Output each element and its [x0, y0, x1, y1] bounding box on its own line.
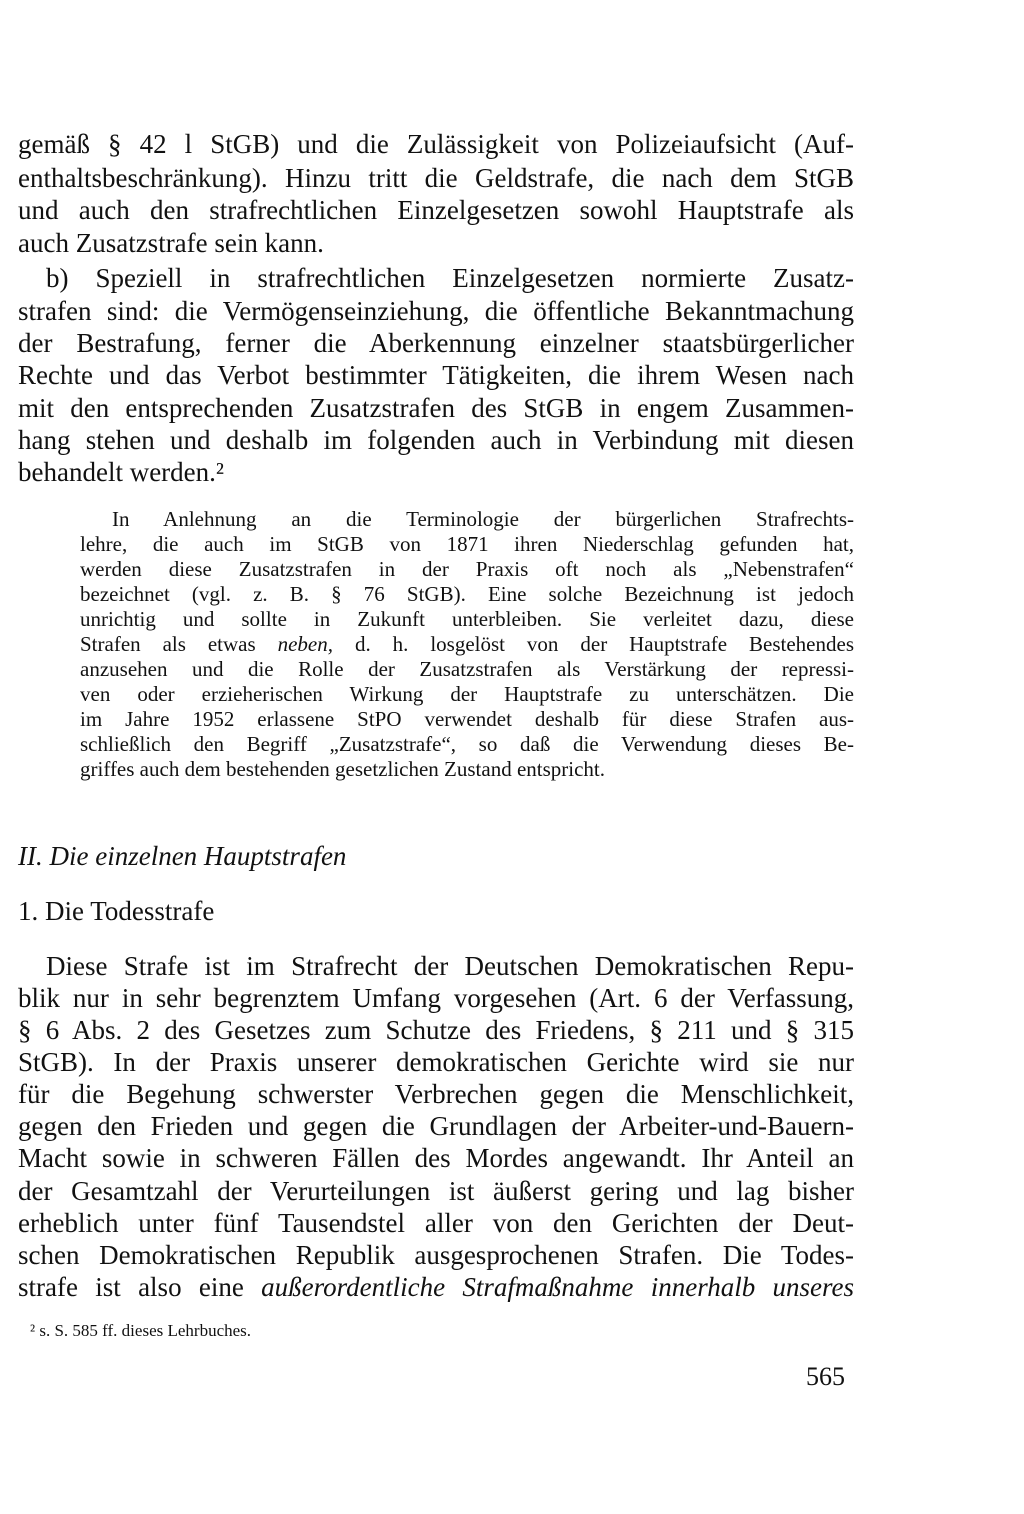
text-line: strafen sind: die Vermögenseinziehung, die öffentliche Bekanntmachung: [18, 296, 854, 326]
note-line: In Anlehnung an die Terminologie der bürgerlichen Strafrechts-: [112, 507, 854, 531]
text-line: und auch den strafrechtlichen Einzelgesetzen sowohl Hauptstrafe als: [18, 195, 854, 225]
note-line: [80, 632, 854, 657]
note-line: unrichtig und sollte in Zukunft unterbleiben. Sie verleitet dazu, diese: [80, 607, 854, 631]
text-line: erheblich unter fünf Tausendstel aller von den Gerichten der Deut-: [18, 1208, 854, 1238]
note-line: lehre, die auch im StGB von 1871 ihren Niederschlag gefunden hat,: [80, 532, 854, 556]
text-line: Rechte und das Verbot bestimmter Tätigkeiten, die ihrem Wesen nach: [18, 360, 854, 390]
text-line: behandelt werden.²: [18, 457, 225, 487]
text-line: gegen den Frieden und gegen die Grundlagen der Arbeiter-und-Bauern-: [18, 1111, 854, 1141]
text-line: hang stehen und deshalb im folgenden auch in Verbindung mit diesen: [18, 425, 854, 455]
emphasis-strafmassnahme: außerordentliche Strafmaßnahme innerhalb unseres: [261, 1272, 855, 1302]
note-line-start: Strafen als etwas: [80, 632, 278, 656]
text-line: der Gesamtzahl der Verurteilungen ist äußerst gering und lag bisher: [18, 1176, 854, 1206]
section-heading: II. Die einzelnen Hauptstrafen: [18, 841, 347, 871]
text-line: § 6 Abs. 2 des Gesetzes zum Schutze des Friedens, § 211 und § 315: [18, 1015, 854, 1045]
note-line: ven oder erzieherischen Wirkung der Hauptstrafe zu unterschätzen. Die: [80, 682, 854, 706]
note-line: anzusehen und die Rolle der Zusatzstrafen als Verstärkung der repressi-: [80, 657, 854, 681]
note-line: schließlich den Begriff „Zusatzstrafe“, so daß die Verwendung dieses Be-: [80, 732, 854, 756]
text-line: gemäß § 42 l StGB) und die Zulässigkeit von Polizeiaufsicht (Auf-: [18, 129, 854, 159]
text-line: für die Begehung schwerster Verbrechen gegen die Menschlichkeit,: [18, 1079, 854, 1109]
note-line-rest: d. h. losgelöst von der Hauptstrafe Bestehendes: [333, 632, 854, 656]
text-line: der Bestrafung, ferner die Aberkennung einzelner staatsbürgerlicher: [18, 328, 854, 358]
note-line: im Jahre 1952 erlassene StPO verwendet deshalb für diese Strafen aus-: [80, 707, 854, 731]
note-line: werden diese Zusatzstrafen in der Praxis oft noch als „Nebenstrafen“: [80, 557, 854, 581]
text-line: Diese Strafe ist im Strafrecht der Deutschen Demokratischen Repu-: [46, 951, 854, 981]
text-line: blik nur in sehr begrenztem Umfang vorgesehen (Art. 6 der Verfassung,: [18, 983, 854, 1013]
subsection-heading: 1. Die Todesstrafe: [18, 896, 215, 926]
page-number: 565: [806, 1362, 845, 1391]
text-line: b) Speziell in strafrechtlichen Einzelgesetzen normierte Zusatz-: [46, 263, 854, 293]
text-line: schen Demokratischen Republik ausgesprochenen Strafen. Die Todes-: [18, 1240, 854, 1270]
text-line: StGB). In der Praxis unserer demokratischen Gerichte wird sie nur: [18, 1047, 854, 1077]
emphasis-neben: neben,: [277, 632, 334, 656]
text-line: mit den entsprechenden Zusatzstrafen des StGB in engem Zusammen-: [18, 393, 854, 423]
text-line: auch Zusatzstrafe sein kann.: [18, 228, 324, 258]
text-line: enthaltsbeschränkung). Hinzu tritt die Geldstrafe, die nach dem StGB: [18, 163, 854, 193]
note-line: griffes auch dem bestehenden gesetzlichen Zustand entspricht.: [80, 757, 606, 781]
note-line: bezeichnet (vgl. z. B. § 76 StGB). Eine solche Bezeichnung ist jedoch: [80, 582, 854, 606]
text-line: Macht sowie in schweren Fällen des Mordes angewandt. Ihr Anteil an: [18, 1143, 854, 1173]
footnote: ² s. S. 585 ff. dieses Lehrbuches.: [30, 1321, 252, 1340]
text-line-start: strafe ist also eine: [18, 1272, 262, 1302]
text-line: [18, 1271, 854, 1303]
